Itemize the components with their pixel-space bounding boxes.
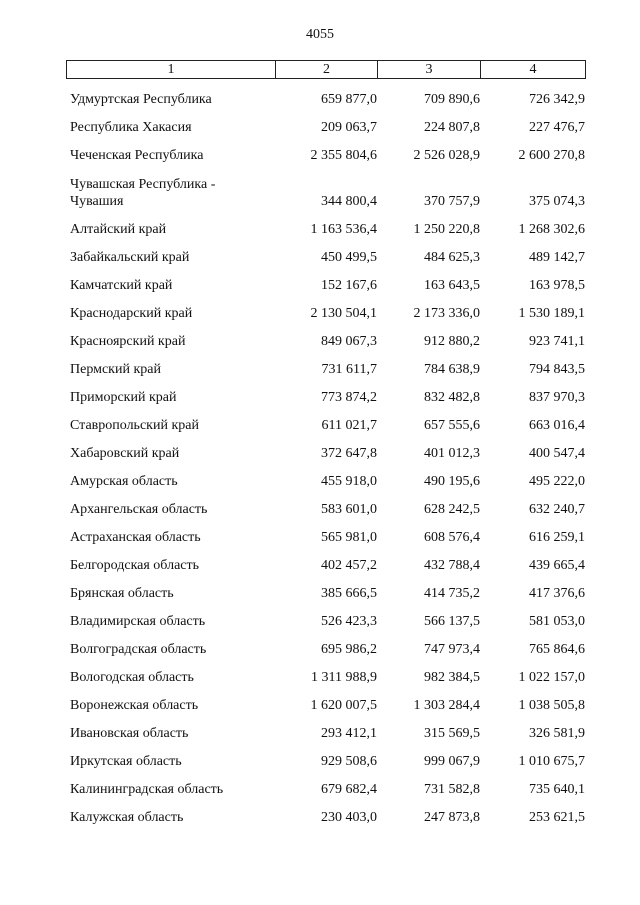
table-row <box>70 578 586 606</box>
column-header-2: 2 <box>276 61 378 78</box>
table-row <box>70 382 586 410</box>
region-name: Калининградская область <box>70 782 224 797</box>
value-col-3: 709 890,6 <box>424 92 480 107</box>
region-name: Алтайский край <box>70 222 167 237</box>
value-col-4: 163 978,5 <box>529 278 585 293</box>
value-col-4: 1 268 302,6 <box>518 222 585 237</box>
value-col-3: 747 973,4 <box>424 642 480 657</box>
value-col-2: 659 877,0 <box>321 92 377 107</box>
region-name: Астраханская область <box>70 530 201 545</box>
value-col-4: 439 665,4 <box>529 558 585 573</box>
column-header-3: 3 <box>378 61 481 78</box>
table-row <box>70 354 586 382</box>
region-name: Ивановская область <box>70 726 189 741</box>
region-name: Республика Хакасия <box>70 120 192 135</box>
value-col-4: 375 074,3 <box>529 194 585 209</box>
region-name: Приморский край <box>70 390 177 405</box>
value-col-3: 315 569,5 <box>424 726 480 741</box>
value-col-2: 695 986,2 <box>321 642 377 657</box>
value-col-3: 1 250 220,8 <box>413 222 480 237</box>
value-col-2: 2 130 504,1 <box>310 306 377 321</box>
value-col-3: 912 880,2 <box>424 334 480 349</box>
value-col-4: 1 010 675,7 <box>518 754 585 769</box>
table-row <box>70 802 586 830</box>
value-col-3: 432 788,4 <box>424 558 480 573</box>
value-col-4: 581 053,0 <box>529 614 585 629</box>
column-header-1: 1 <box>67 61 276 78</box>
value-col-4: 794 843,5 <box>529 362 585 377</box>
value-col-2: 773 874,2 <box>321 390 377 405</box>
region-name: Владимирская область <box>70 614 206 629</box>
value-col-4: 616 259,1 <box>529 530 585 545</box>
value-col-3: 784 638,9 <box>424 362 480 377</box>
value-col-2: 731 611,7 <box>321 362 377 377</box>
value-col-3: 401 012,3 <box>424 446 480 461</box>
value-col-4: 417 376,6 <box>529 586 585 601</box>
table-row <box>70 410 586 438</box>
value-col-2: 230 403,0 <box>321 810 377 825</box>
value-col-2: 1 163 536,4 <box>310 222 377 237</box>
table-row <box>70 634 586 662</box>
value-col-4: 253 621,5 <box>529 810 585 825</box>
value-col-2: 929 508,6 <box>321 754 377 769</box>
table-row <box>70 242 586 270</box>
value-col-3: 999 067,9 <box>424 754 480 769</box>
table-row <box>70 140 586 168</box>
value-col-2: 372 647,8 <box>321 446 377 461</box>
value-col-4: 495 222,0 <box>529 474 585 489</box>
table-row <box>70 690 586 718</box>
region-name: Белгородская область <box>70 558 200 573</box>
value-col-2: 455 918,0 <box>321 474 377 489</box>
value-col-4: 923 741,1 <box>529 334 585 349</box>
value-col-4: 726 342,9 <box>529 92 585 107</box>
region-name: Ставропольский край <box>70 418 199 433</box>
table-row <box>70 774 586 802</box>
value-col-4: 632 240,7 <box>529 502 585 517</box>
value-col-3: 982 384,5 <box>424 670 480 685</box>
region-name: Забайкальский край <box>70 250 190 265</box>
page-number: 4055 <box>306 27 334 42</box>
value-col-3: 2 173 336,0 <box>413 306 480 321</box>
value-col-3: 566 137,5 <box>424 614 480 629</box>
value-col-3: 657 555,6 <box>424 418 480 433</box>
value-col-2: 526 423,3 <box>321 614 377 629</box>
table-row <box>70 746 586 774</box>
value-col-2: 2 355 804,6 <box>310 148 377 163</box>
region-name: Пермский край <box>70 362 161 377</box>
table-row <box>70 112 586 140</box>
value-col-2: 679 682,4 <box>321 782 377 797</box>
table-row <box>70 522 586 550</box>
value-col-3: 490 195,6 <box>424 474 480 489</box>
table-row <box>70 718 586 746</box>
value-col-2: 209 063,7 <box>321 120 377 135</box>
region-name: Хабаровский край <box>70 446 180 461</box>
value-col-4: 326 581,9 <box>529 726 585 741</box>
value-col-2: 344 800,4 <box>321 194 377 209</box>
table-row <box>70 84 586 112</box>
region-name: Камчатский край <box>70 278 173 293</box>
value-col-2: 385 666,5 <box>321 586 377 601</box>
value-col-2: 583 601,0 <box>321 502 377 517</box>
value-col-4: 1 038 505,8 <box>518 698 585 713</box>
region-name: Воронежская область <box>70 698 199 713</box>
region-name: Амурская область <box>70 474 178 489</box>
table-header-row <box>66 60 586 79</box>
value-col-3: 628 242,5 <box>424 502 480 517</box>
value-col-3: 370 757,9 <box>424 194 480 209</box>
region-name: Калужская область <box>70 810 184 825</box>
column-header-4: 4 <box>529 62 537 77</box>
value-col-4: 1 022 157,0 <box>518 670 585 685</box>
value-col-4: 227 476,7 <box>529 120 585 135</box>
table-row <box>70 466 586 494</box>
table-row <box>70 270 586 298</box>
region-name: Чеченская Республика <box>70 148 204 163</box>
value-col-4: 765 864,6 <box>529 642 585 657</box>
value-col-4: 400 547,4 <box>529 446 585 461</box>
table-body <box>70 84 586 830</box>
value-col-3: 1 303 284,4 <box>413 698 480 713</box>
value-col-4: 1 530 189,1 <box>518 306 585 321</box>
table-row <box>70 550 586 578</box>
value-col-3: 832 482,8 <box>424 390 480 405</box>
region-name: Иркутская область <box>70 754 182 769</box>
value-col-3: 608 576,4 <box>424 530 480 545</box>
region-name: Удмуртская Республика <box>70 92 212 107</box>
value-col-3: 414 735,2 <box>424 586 480 601</box>
value-col-4: 837 970,3 <box>529 390 585 405</box>
value-col-3: 163 643,5 <box>424 278 480 293</box>
value-col-2: 1 311 988,9 <box>311 670 377 685</box>
value-col-3: 2 526 028,9 <box>413 148 480 163</box>
value-col-3: 247 873,8 <box>424 810 480 825</box>
value-col-2: 849 067,3 <box>321 334 377 349</box>
table-row <box>70 438 586 466</box>
table-row <box>70 662 586 690</box>
value-col-4: 489 142,7 <box>529 250 585 265</box>
value-col-2: 565 981,0 <box>321 530 377 545</box>
table-row <box>70 214 586 242</box>
value-col-2: 402 457,2 <box>321 558 377 573</box>
region-name: Вологодская область <box>70 670 194 685</box>
region-name: Чувашская Республика - Чувашия <box>70 177 216 209</box>
value-col-2: 1 620 007,5 <box>310 698 377 713</box>
value-col-2: 152 167,6 <box>321 278 377 293</box>
region-name: Архангельская область <box>70 502 208 517</box>
value-col-4: 663 016,4 <box>529 418 585 433</box>
value-col-4: 2 600 270,8 <box>518 148 585 163</box>
value-col-3: 731 582,8 <box>424 782 480 797</box>
region-name: Краснодарский край <box>70 306 193 321</box>
table-row <box>70 494 586 522</box>
table-row <box>70 168 586 214</box>
table-row <box>70 298 586 326</box>
region-name: Красноярский край <box>70 334 186 349</box>
value-col-3: 484 625,3 <box>424 250 480 265</box>
region-name: Брянская область <box>70 586 174 601</box>
table-row <box>70 326 586 354</box>
region-name: Волгоградская область <box>70 642 207 657</box>
value-col-2: 611 021,7 <box>321 418 377 433</box>
value-col-3: 224 807,8 <box>424 120 480 135</box>
value-col-2: 450 499,5 <box>321 250 377 265</box>
value-col-4: 735 640,1 <box>529 782 585 797</box>
table-row <box>70 606 586 634</box>
value-col-2: 293 412,1 <box>321 726 377 741</box>
